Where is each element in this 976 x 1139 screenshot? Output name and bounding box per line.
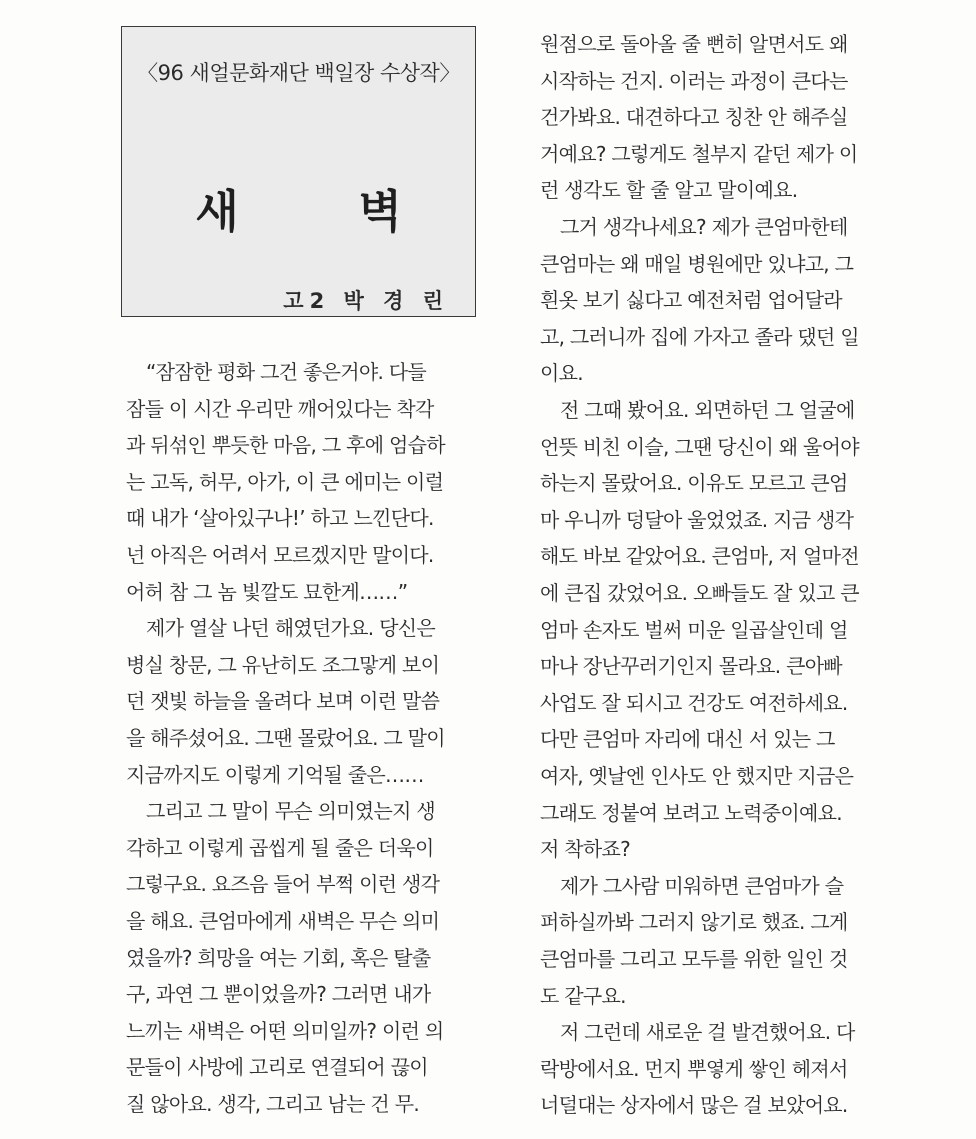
award-caption: 〈96 새얼문화재단 백일장 수상작〉: [137, 61, 460, 85]
text-line: 이요.: [540, 361, 583, 386]
text-line: 전 그때 봤어요. 외면하던 그 얼굴에: [560, 398, 855, 422]
text-line: 마 우니까 덩달아 울었었죠. 지금 생각: [540, 507, 854, 532]
text-line: 사업도 잘 되시고 건강도 여전하세요.: [540, 690, 848, 715]
text-line: 과 뒤섞인 뿌듯한 마음, 그 후에 엄습하: [126, 433, 445, 458]
author-byline: 고2 박 경 린: [283, 289, 449, 313]
text-line: 원점으로 돌아올 줄 뻔히 알면서도 왜: [540, 32, 848, 56]
text-line: 을 해요. 큰엄마에게 새벽은 무슨 의미: [126, 909, 440, 933]
text-line: 퍼하실까봐 그러지 않기로 했죠. 그게: [540, 910, 848, 935]
text-line: 제가 그사람 미워하면 큰엄마가 슬: [560, 873, 844, 898]
text-line: 런 생각도 할 줄 알고 말이예요.: [540, 178, 798, 203]
title-box: [121, 26, 476, 317]
text-line: 저 그런데 새로운 걸 발견했어요. 다: [560, 1020, 855, 1045]
text-line: 제가 열살 나던 해였던가요. 당신은: [146, 616, 435, 641]
text-line: 그렇구요. 요즈음 들어 부쩍 이런 생각: [126, 872, 440, 897]
text-line: 질 않아요. 생각, 그리고 남는 건 무.: [126, 1092, 419, 1116]
text-line: 건가봐요. 대견하다고 칭찬 안 해주실: [540, 105, 848, 130]
text-line: 을 해주셨어요. 그땐 몰랐어요. 그 말이: [126, 726, 445, 750]
text-line: 여자, 옛날엔 인사도 안 했지만 지금은: [540, 764, 854, 788]
text-line: 그래도 정붙여 보려고 노력중이예요.: [540, 800, 842, 825]
text-line: “잠잠한 평화 그건 좋은거야. 다들: [146, 360, 427, 384]
text-line: 락방에서요. 먼지 뿌옇게 쌓인 헤져서: [540, 1056, 848, 1081]
text-line: 큰엄마를 그리고 모두를 위한 일인 것: [540, 947, 848, 971]
text-line: 느끼는 새벽은 어떤 의미일까? 이런 의: [126, 1018, 444, 1043]
text-line: 문들이 사방에 고리로 연결되어 끊이: [126, 1055, 428, 1080]
text-line: 에 큰집 갔었어요. 오빠들도 잘 있고 큰: [540, 581, 859, 605]
text-line: 언뜻 비친 이슬, 그땐 당신이 왜 울어야: [540, 434, 859, 459]
text-line: 지금까지도 이렇게 기억될 줄은……: [126, 762, 424, 787]
text-line: 다만 큰엄마 자리에 대신 서 있는 그: [540, 727, 835, 752]
text-line: 구, 과연 그 뿐이었을까? 그러면 내가: [126, 982, 431, 1007]
text-line: 마나 장난꾸러기인지 몰라요. 큰아빠: [540, 654, 842, 679]
text-line: 그거 생각나세요? 제가 큰엄마한테: [560, 215, 848, 239]
text-line: 엄마 손자도 벌써 미운 일곱살인데 얼: [540, 617, 848, 642]
text-line: 고, 그러니까 집에 가자고 졸라 댔던 일: [540, 324, 859, 349]
text-line: 그리고 그 말이 무슨 의미였는지 생: [146, 799, 435, 824]
text-line: 각하고 이렇게 곱씹게 될 줄은 더욱이: [126, 835, 434, 860]
text-line: 병실 창문, 그 유난히도 조그맣게 보이: [126, 652, 440, 677]
text-line: 어허 참 그 놈 빛깔도 묘한게……”: [126, 579, 408, 604]
text-line: 때 내가 ‘살아있구나!’ 하고 느낀단다.: [126, 506, 434, 531]
text-line: 시작하는 건지. 이러는 과정이 큰다는: [540, 68, 848, 93]
text-line: 였을까? 희망을 여는 기회, 혹은 탈출: [126, 945, 431, 970]
text-line: 넌 아직은 어려서 모르겠지만 말이다.: [126, 543, 434, 567]
text-line: 잠들 이 시간 우리만 깨어있다는 착각: [126, 396, 434, 421]
text-line: 거예요? 그렇게도 철부지 같던 제가 이: [540, 141, 858, 166]
text-line: 너덜대는 상자에서 많은 걸 보았어요.: [540, 1093, 848, 1118]
text-line: 저 착하죠?: [540, 837, 631, 862]
text-line: 던 잿빛 하늘을 올려다 보며 이런 말씀: [126, 689, 440, 714]
text-line: 흰옷 보기 싫다고 예전처럼 업어달라: [540, 288, 842, 313]
text-line: 하는지 몰랐어요. 이유도 모르고 큰엄: [540, 471, 848, 496]
text-line: 도 같구요.: [540, 983, 626, 1008]
text-line: 큰엄마는 왜 매일 병원에만 있냐고, 그: [540, 251, 854, 276]
text-line: 해도 바보 같았어요. 큰엄마, 저 얼마전: [540, 544, 859, 569]
text-line: 는 고독, 허무, 아가, 이 큰 에미는 이럴: [126, 469, 444, 494]
essay-title: 새 벽: [195, 185, 454, 238]
